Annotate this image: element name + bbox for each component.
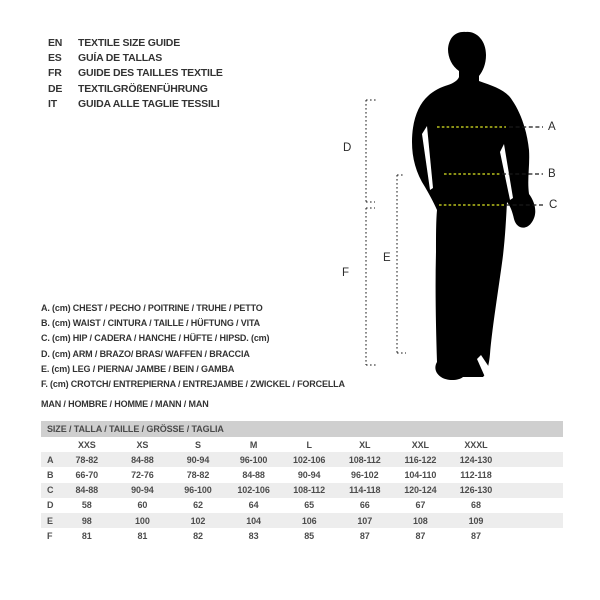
cell: 67 — [415, 500, 426, 511]
size-table-title: SIZE / TALLA / TAILLE / GRÖSSE / TAGLIA — [41, 421, 563, 437]
label-hip: C — [549, 199, 558, 211]
cell: 109 — [468, 515, 484, 526]
cell: 84-88 — [75, 485, 99, 496]
cell: 82 — [193, 530, 203, 541]
cell: 87 — [415, 530, 426, 541]
cell: 66 — [359, 500, 370, 511]
cell: 108 — [413, 515, 428, 526]
table-row-C — [41, 483, 563, 498]
cell: 85 — [304, 530, 315, 541]
table-row-B — [41, 467, 563, 482]
cell: 126-130 — [459, 485, 493, 496]
cell: 124-130 — [459, 454, 493, 465]
col-header: M — [249, 439, 258, 450]
cell: 102-106 — [293, 454, 326, 465]
col-header: XL — [359, 439, 371, 450]
legend-line-hip: C. (cm) HIP / CADERA / HANCHE / HÜFTE / HIPSD. (cm) — [41, 333, 270, 344]
legend-line-leg: E. (cm) LEG / PIERNA/ JAMBE / BEIN / GAMBA — [41, 363, 235, 374]
lang-code: DE — [48, 82, 63, 95]
cell: 116-122 — [404, 454, 437, 465]
cell: 62 — [193, 500, 203, 511]
lang-code: IT — [48, 97, 57, 110]
table-row-E — [41, 513, 563, 528]
lang-title: GUIDE DES TAILLES TEXTILE — [78, 67, 223, 80]
label-crotch: F — [342, 267, 350, 279]
cell: 65 — [304, 500, 315, 511]
col-header: XXXL — [464, 439, 488, 450]
lang-title: GUIDA ALLE TAGLIE TESSILI — [78, 97, 220, 110]
row-label: F — [47, 530, 53, 541]
cell: 66-70 — [75, 469, 99, 480]
lang-code: FR — [48, 67, 62, 80]
legend-line-arm: D. (cm) ARM / BRAZO/ BRAS/ WAFFEN / BRACCIA — [41, 348, 250, 359]
cell: 87 — [359, 530, 370, 541]
row-label: B — [47, 469, 54, 480]
cell: 96-100 — [184, 485, 212, 496]
cell: 100 — [135, 515, 150, 526]
cell: 90-94 — [186, 454, 210, 465]
cell: 107 — [357, 515, 373, 526]
lang-code: EN — [48, 37, 63, 49]
cell: 78-82 — [75, 454, 99, 465]
col-header: L — [306, 439, 312, 450]
cell: 106 — [301, 515, 317, 526]
lang-title: TEXTILGRÖßENFÜHRUNG — [78, 82, 208, 95]
man-silhouette — [412, 32, 535, 380]
lang-title: GUÍA DE TALLAS — [78, 52, 163, 65]
cell: 102-106 — [237, 485, 270, 496]
measurement-legend — [41, 301, 345, 409]
legend-line-crotch: F. (cm) CROTCH/ ENTREPIERNA / ENTREJAMBE / ZWICKEL / FORCELLA — [41, 379, 345, 390]
lang-title: TEXTILE SIZE GUIDE — [78, 37, 180, 49]
col-header: XXS — [77, 439, 96, 450]
cell: 98 — [81, 515, 92, 526]
legend-line-waist: B. (cm) WAIST / CINTURA / TAILLE / HÜFTUNG / VITA — [41, 318, 260, 329]
lang-code: ES — [48, 52, 62, 65]
label-waist: B — [548, 168, 556, 180]
cell: 108-112 — [293, 485, 326, 496]
row-label: D — [47, 500, 54, 511]
cell: 84-88 — [131, 454, 154, 465]
table-row-A — [41, 452, 563, 467]
cell: 72-76 — [131, 469, 154, 480]
cell: 120-124 — [404, 485, 437, 496]
cell: 81 — [81, 530, 92, 541]
cell: 90-94 — [297, 469, 321, 480]
cell: 83 — [248, 530, 259, 541]
cell: 104 — [246, 515, 261, 526]
cell: 108-112 — [348, 454, 381, 465]
row-label: C — [47, 485, 54, 496]
cell: 87 — [471, 530, 481, 541]
cell: 90-94 — [131, 485, 154, 496]
size-table — [41, 421, 563, 543]
label-leg: E — [383, 252, 391, 264]
cell: 64 — [248, 500, 259, 511]
cell: 102 — [190, 515, 206, 526]
row-label: A — [47, 454, 54, 465]
cell: 96-100 — [239, 454, 268, 465]
cell: 68 — [471, 500, 481, 511]
cell: 96-102 — [351, 469, 379, 480]
label-arm: D — [343, 142, 352, 154]
cell: 114-118 — [349, 485, 381, 496]
cell: 81 — [137, 530, 148, 541]
col-header: S — [195, 439, 201, 450]
cell: 60 — [137, 500, 148, 511]
size-table-column-headers — [41, 437, 563, 452]
legend-line-chest: A. (cm) CHEST / PECHO / POITRINE / TRUHE / PETTO — [41, 303, 263, 313]
gender-line: MAN / HOMBRE / HOMME / MANN / MAN — [41, 399, 209, 410]
cell: 84-88 — [242, 469, 265, 480]
table-row-F — [41, 528, 563, 543]
cell: 58 — [81, 500, 92, 511]
row-label: E — [47, 515, 53, 526]
cell: 112-118 — [460, 469, 492, 480]
col-header: XXL — [411, 439, 429, 450]
cell: 104-110 — [404, 469, 437, 480]
table-row-D — [41, 498, 563, 513]
col-header: XS — [136, 439, 149, 450]
label-chest: A — [548, 121, 556, 133]
cell: 78-82 — [186, 469, 210, 480]
